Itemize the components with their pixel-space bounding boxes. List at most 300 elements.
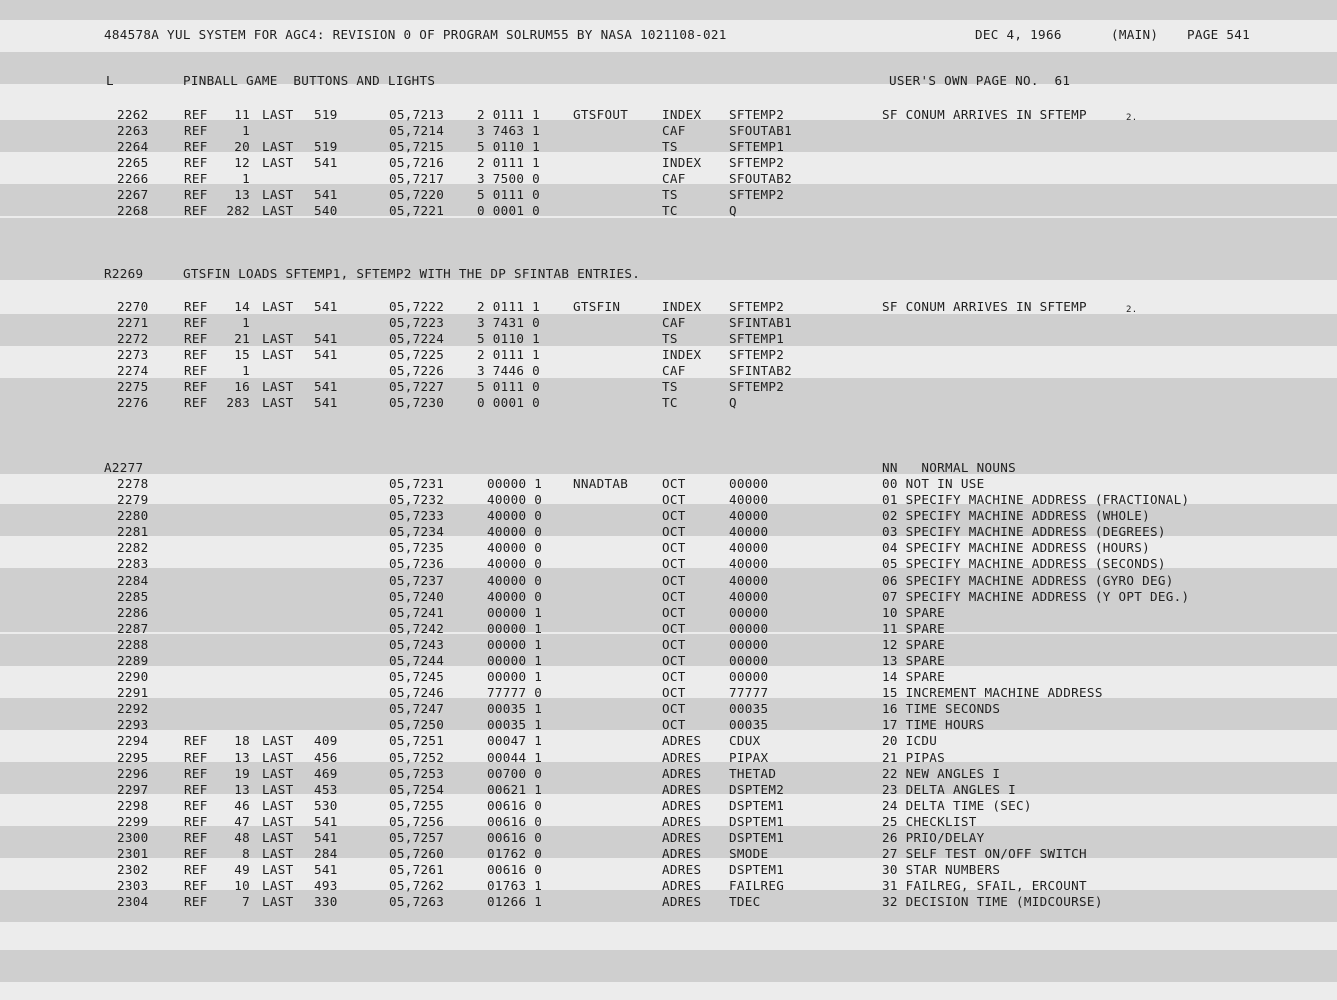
address: 05,7246 xyxy=(389,685,445,701)
remark: 14 SPARE xyxy=(882,669,946,685)
line-number: 2276 xyxy=(117,395,149,410)
line-number: 2297 xyxy=(117,781,149,797)
listing-row xyxy=(0,187,1337,203)
operand: SFTEMP2 xyxy=(729,347,785,362)
operand: SFTEMP2 xyxy=(729,107,785,122)
last-keyword: LAST xyxy=(262,829,294,845)
octal-word: 3 7500 0 xyxy=(477,171,541,186)
address: 05,7221 xyxy=(389,203,445,218)
operand: TDEC xyxy=(729,894,761,910)
opcode: TS xyxy=(662,187,678,202)
print-date: DEC 4, 1966 xyxy=(975,27,1062,42)
ref-keyword: REF xyxy=(184,139,208,154)
address: 05,7213 xyxy=(389,107,445,122)
line-number: 2299 xyxy=(117,813,149,829)
octal-word: 3 7463 1 xyxy=(477,123,541,138)
line-number: 2290 xyxy=(117,669,149,685)
ref-count: 19 xyxy=(234,765,250,781)
octal-word: 40000 0 xyxy=(487,508,543,524)
operand: Q xyxy=(729,395,737,410)
operand: PIPAX xyxy=(729,749,769,765)
address: 05,7242 xyxy=(389,620,445,636)
remark: 22 NEW ANGLES I xyxy=(882,765,1001,781)
last-keyword: LAST xyxy=(262,139,294,154)
operand: SFTEMP2 xyxy=(729,379,785,394)
remark: 01 SPECIFY MACHINE ADDRESS (FRACTIONAL) xyxy=(882,492,1190,508)
address: 05,7217 xyxy=(389,171,445,186)
last-keyword: LAST xyxy=(262,395,294,410)
ref-keyword: REF xyxy=(184,331,208,346)
listing-row xyxy=(0,878,1337,894)
listing-row xyxy=(0,846,1337,862)
remark: 27 SELF TEST ON/OFF SWITCH xyxy=(882,846,1087,862)
remark: 11 SPARE xyxy=(882,620,946,636)
listing-row xyxy=(0,139,1337,155)
octal-word: 00035 1 xyxy=(487,701,543,717)
octal-word: 00000 1 xyxy=(487,669,543,685)
operand: 40000 xyxy=(729,556,769,572)
listing-row xyxy=(0,894,1337,910)
operand: SFINTAB2 xyxy=(729,363,793,378)
address: 05,7262 xyxy=(389,878,445,894)
operand: 77777 xyxy=(729,685,769,701)
ref-keyword: REF xyxy=(184,171,208,186)
log-section-header xyxy=(0,73,1337,89)
ref-keyword: REF xyxy=(184,733,208,749)
line-number: 2265 xyxy=(117,155,149,170)
last-page: 541 xyxy=(314,862,338,878)
listing-row xyxy=(0,669,1337,685)
ref-keyword: REF xyxy=(184,347,208,362)
remark: 30 STAR NUMBERS xyxy=(882,862,1001,878)
last-page: 330 xyxy=(314,894,338,910)
octal-word: 40000 0 xyxy=(487,540,543,556)
operand: DSPTEM1 xyxy=(729,797,785,813)
ref-keyword: REF xyxy=(184,813,208,829)
noun-table-header xyxy=(0,460,1337,476)
address: 05,7241 xyxy=(389,604,445,620)
operand: 40000 xyxy=(729,540,769,556)
address: 05,7222 xyxy=(389,299,445,314)
noun-table-title: NN NORMAL NOUNS xyxy=(882,460,1016,475)
opcode: CAF xyxy=(662,171,686,186)
ref-count: 20 xyxy=(234,139,250,154)
listing-row xyxy=(0,203,1337,219)
remark-subscript: 2. xyxy=(1126,113,1138,123)
octal-word: 00035 1 xyxy=(487,717,543,733)
remark: 16 TIME SECONDS xyxy=(882,701,1001,717)
remark: 31 FAILREG, SFAIL, ERCOUNT xyxy=(882,878,1087,894)
listing-row xyxy=(0,331,1337,347)
operand: 00000 xyxy=(729,476,769,491)
ref-keyword: REF xyxy=(184,781,208,797)
line-number: 2284 xyxy=(117,572,149,588)
listing-row xyxy=(0,379,1337,395)
page-number: PAGE 541 xyxy=(1187,27,1251,42)
opcode: OCT xyxy=(662,717,686,733)
symbol-label: GTSFOUT xyxy=(573,107,629,122)
address: 05,7245 xyxy=(389,669,445,685)
last-page: 540 xyxy=(314,203,338,218)
comment-line xyxy=(0,266,1337,282)
opcode: ADRES xyxy=(662,781,702,797)
ref-count: 1 xyxy=(242,171,250,186)
last-keyword: LAST xyxy=(262,203,294,218)
opcode: TC xyxy=(662,395,678,410)
operand: 00035 xyxy=(729,701,769,717)
operand: 00000 xyxy=(729,636,769,652)
address: 05,7220 xyxy=(389,187,445,202)
symbol-label: GTSFIN xyxy=(573,299,621,314)
address: 05,7223 xyxy=(389,315,445,330)
octal-word: 40000 0 xyxy=(487,492,543,508)
ref-keyword: REF xyxy=(184,894,208,910)
comment-text: GTSFIN LOADS SFTEMP1, SFTEMP2 WITH THE DP SFINTAB ENTRIES. xyxy=(183,266,641,281)
address: 05,7251 xyxy=(389,733,445,749)
line-number: 2272 xyxy=(117,331,149,346)
listing-row xyxy=(0,637,1337,653)
line-number: 2288 xyxy=(117,636,149,652)
opcode: INDEX xyxy=(662,155,702,170)
last-page: 541 xyxy=(314,347,338,362)
last-keyword: LAST xyxy=(262,878,294,894)
last-page: 519 xyxy=(314,107,338,122)
line-number: 2292 xyxy=(117,701,149,717)
octal-word: 01762 0 xyxy=(487,846,543,862)
opcode: OCT xyxy=(662,508,686,524)
ref-keyword: REF xyxy=(184,395,208,410)
octal-word: 5 0110 1 xyxy=(477,139,541,154)
line-number: 2263 xyxy=(117,123,149,138)
address: 05,7215 xyxy=(389,139,445,154)
operand: 40000 xyxy=(729,508,769,524)
address: 05,7230 xyxy=(389,395,445,410)
listing-row xyxy=(0,155,1337,171)
listing-row xyxy=(0,733,1337,749)
ref-keyword: REF xyxy=(184,155,208,170)
user-page-number: USER'S OWN PAGE NO. 61 xyxy=(889,73,1071,88)
remark: 17 TIME HOURS xyxy=(882,717,985,733)
ref-count: 13 xyxy=(234,749,250,765)
opcode: ADRES xyxy=(662,846,702,862)
log-section-title: PINBALL GAME BUTTONS AND LIGHTS xyxy=(183,73,436,88)
line-number: 2274 xyxy=(117,363,149,378)
address: 05,7240 xyxy=(389,588,445,604)
octal-word: 00047 1 xyxy=(487,733,543,749)
operand: CDUX xyxy=(729,733,761,749)
ref-count: 282 xyxy=(226,203,250,218)
line-number: 2293 xyxy=(117,717,149,733)
opcode: INDEX xyxy=(662,107,702,122)
octal-word: 2 0111 1 xyxy=(477,107,541,122)
octal-word: 01266 1 xyxy=(487,894,543,910)
last-keyword: LAST xyxy=(262,846,294,862)
opcode: OCT xyxy=(662,701,686,717)
opcode: OCT xyxy=(662,524,686,540)
address: 05,7232 xyxy=(389,492,445,508)
remark: 10 SPARE xyxy=(882,604,946,620)
listing-row xyxy=(0,621,1337,637)
octal-word: 00700 0 xyxy=(487,765,543,781)
remark: SF CONUM ARRIVES IN SFTEMP xyxy=(882,107,1087,122)
last-keyword: LAST xyxy=(262,813,294,829)
listing-row xyxy=(0,766,1337,782)
listing-row xyxy=(0,605,1337,621)
address: 05,7236 xyxy=(389,556,445,572)
operand: SMODE xyxy=(729,846,769,862)
last-keyword: LAST xyxy=(262,781,294,797)
listing-row xyxy=(0,750,1337,766)
operand: 40000 xyxy=(729,572,769,588)
octal-word: 01763 1 xyxy=(487,878,543,894)
opcode: ADRES xyxy=(662,797,702,813)
ref-count: 11 xyxy=(234,107,250,122)
last-keyword: LAST xyxy=(262,347,294,362)
octal-word: 40000 0 xyxy=(487,572,543,588)
last-keyword: LAST xyxy=(262,765,294,781)
opcode: OCT xyxy=(662,492,686,508)
operand: SFTEMP2 xyxy=(729,187,785,202)
ref-keyword: REF xyxy=(184,765,208,781)
octal-word: 00044 1 xyxy=(487,749,543,765)
opcode: TC xyxy=(662,203,678,218)
ref-count: 48 xyxy=(234,829,250,845)
line-number: 2275 xyxy=(117,379,149,394)
ref-count: 16 xyxy=(234,379,250,394)
octal-word: 00000 1 xyxy=(487,652,543,668)
ref-keyword: REF xyxy=(184,315,208,330)
remark: 15 INCREMENT MACHINE ADDRESS xyxy=(882,685,1103,701)
remark: 23 DELTA ANGLES I xyxy=(882,781,1016,797)
opcode: TS xyxy=(662,139,678,154)
address: 05,7244 xyxy=(389,652,445,668)
remark: 07 SPECIFY MACHINE ADDRESS (Y OPT DEG.) xyxy=(882,588,1190,604)
octal-word: 0 0001 0 xyxy=(477,203,541,218)
address: 05,7226 xyxy=(389,363,445,378)
remark: 00 NOT IN USE xyxy=(882,476,985,491)
listing-row xyxy=(0,782,1337,798)
last-page: 541 xyxy=(314,331,338,346)
ref-count: 15 xyxy=(234,347,250,362)
remark: 20 ICDU xyxy=(882,733,938,749)
operand: 40000 xyxy=(729,588,769,604)
operand: SFOUTAB1 xyxy=(729,123,793,138)
operand: SFTEMP1 xyxy=(729,331,785,346)
opcode: OCT xyxy=(662,540,686,556)
operand: THETAD xyxy=(729,765,777,781)
address: 05,7225 xyxy=(389,347,445,362)
opcode: OCT xyxy=(662,669,686,685)
address: 05,7227 xyxy=(389,379,445,394)
last-keyword: LAST xyxy=(262,187,294,202)
ref-count: 13 xyxy=(234,781,250,797)
last-keyword: LAST xyxy=(262,749,294,765)
octal-word: 2 0111 1 xyxy=(477,299,541,314)
operand: DSPTEM1 xyxy=(729,829,785,845)
page-title: 484578A YUL SYSTEM FOR AGC4: REVISION 0 OF PROGRAM SOLRUM55 BY NASA 1021108-021 xyxy=(104,27,727,42)
line-number: 2270 xyxy=(117,299,149,314)
line-number: 2291 xyxy=(117,685,149,701)
listing-row xyxy=(0,171,1337,187)
ref-keyword: REF xyxy=(184,299,208,314)
octal-word: 2 0111 1 xyxy=(477,347,541,362)
listing-row xyxy=(0,508,1337,524)
address: 05,7261 xyxy=(389,862,445,878)
address: 05,7257 xyxy=(389,829,445,845)
address: 05,7260 xyxy=(389,846,445,862)
last-keyword: LAST xyxy=(262,862,294,878)
line-number: 2289 xyxy=(117,652,149,668)
octal-word: 0 0001 0 xyxy=(477,395,541,410)
last-keyword: LAST xyxy=(262,733,294,749)
last-keyword: LAST xyxy=(262,107,294,122)
ref-count: 13 xyxy=(234,187,250,202)
remark: 05 SPECIFY MACHINE ADDRESS (SECONDS) xyxy=(882,556,1166,572)
line-number: 2281 xyxy=(117,524,149,540)
opcode: OCT xyxy=(662,604,686,620)
octal-word: 3 7431 0 xyxy=(477,315,541,330)
line-number: R2269 xyxy=(104,266,144,281)
address: 05,7247 xyxy=(389,701,445,717)
operand: 00000 xyxy=(729,604,769,620)
octal-word: 00000 1 xyxy=(487,636,543,652)
last-page: 453 xyxy=(314,781,338,797)
last-page: 541 xyxy=(314,299,338,314)
ref-count: 21 xyxy=(234,331,250,346)
opcode: OCT xyxy=(662,652,686,668)
last-page: 541 xyxy=(314,829,338,845)
octal-word: 3 7446 0 xyxy=(477,363,541,378)
last-keyword: LAST xyxy=(262,379,294,394)
opcode: ADRES xyxy=(662,733,702,749)
remark: 21 PIPAS xyxy=(882,749,946,765)
ref-count: 12 xyxy=(234,155,250,170)
address: 05,7243 xyxy=(389,636,445,652)
listing-row xyxy=(0,363,1337,379)
octal-word: 5 0111 0 xyxy=(477,187,541,202)
listing-row xyxy=(0,685,1337,701)
line-number: 2303 xyxy=(117,878,149,894)
opcode: INDEX xyxy=(662,347,702,362)
last-page: 456 xyxy=(314,749,338,765)
opcode: CAF xyxy=(662,123,686,138)
opcode: OCT xyxy=(662,572,686,588)
ref-keyword: REF xyxy=(184,862,208,878)
listing-row xyxy=(0,476,1337,492)
operand: 00000 xyxy=(729,620,769,636)
octal-word: 5 0111 0 xyxy=(477,379,541,394)
ref-count: 14 xyxy=(234,299,250,314)
section-label: (MAIN) xyxy=(1111,27,1159,42)
listing-row xyxy=(0,492,1337,508)
last-keyword: LAST xyxy=(262,894,294,910)
last-keyword: LAST xyxy=(262,331,294,346)
ref-count: 1 xyxy=(242,315,250,330)
line-number: 2267 xyxy=(117,187,149,202)
ref-keyword: REF xyxy=(184,846,208,862)
listing-row xyxy=(0,830,1337,846)
opcode: OCT xyxy=(662,636,686,652)
listing-row xyxy=(0,395,1337,411)
address: 05,7233 xyxy=(389,508,445,524)
octal-word: 00616 0 xyxy=(487,813,543,829)
ref-count: 10 xyxy=(234,878,250,894)
remark: 04 SPECIFY MACHINE ADDRESS (HOURS) xyxy=(882,540,1150,556)
ref-keyword: REF xyxy=(184,203,208,218)
listing-row xyxy=(0,573,1337,589)
opcode: ADRES xyxy=(662,765,702,781)
opcode: TS xyxy=(662,379,678,394)
operand: SFTEMP2 xyxy=(729,155,785,170)
operand: SFTEMP1 xyxy=(729,139,785,154)
operand: DSPTEM1 xyxy=(729,813,785,829)
remark: 24 DELTA TIME (SEC) xyxy=(882,797,1032,813)
last-keyword: LAST xyxy=(262,797,294,813)
opcode: TS xyxy=(662,331,678,346)
line-number: 2268 xyxy=(117,203,149,218)
octal-word: 40000 0 xyxy=(487,588,543,604)
line-number: 2286 xyxy=(117,604,149,620)
listing-row xyxy=(0,123,1337,139)
address: 05,7256 xyxy=(389,813,445,829)
remark: 12 SPARE xyxy=(882,636,946,652)
listing-row xyxy=(0,107,1337,123)
octal-word: 00000 1 xyxy=(487,620,543,636)
octal-word: 00616 0 xyxy=(487,862,543,878)
address: 05,7231 xyxy=(389,476,445,491)
ref-keyword: REF xyxy=(184,107,208,122)
last-page: 541 xyxy=(314,187,338,202)
line-number: 2285 xyxy=(117,588,149,604)
operand: DSPTEM1 xyxy=(729,862,785,878)
address: 05,7252 xyxy=(389,749,445,765)
octal-word: 00621 1 xyxy=(487,781,543,797)
listing-row xyxy=(0,540,1337,556)
operand: 00000 xyxy=(729,669,769,685)
address: 05,7254 xyxy=(389,781,445,797)
octal-word: 40000 0 xyxy=(487,524,543,540)
opcode: ADRES xyxy=(662,862,702,878)
ref-count: 283 xyxy=(226,395,250,410)
address: 05,7224 xyxy=(389,331,445,346)
listing-row xyxy=(0,589,1337,605)
listing-row xyxy=(0,862,1337,878)
octal-word: 00616 0 xyxy=(487,797,543,813)
opcode: OCT xyxy=(662,620,686,636)
ref-count: 49 xyxy=(234,862,250,878)
ref-keyword: REF xyxy=(184,878,208,894)
remark: SF CONUM ARRIVES IN SFTEMP xyxy=(882,299,1087,314)
line-number: 2283 xyxy=(117,556,149,572)
line-number: 2279 xyxy=(117,492,149,508)
ref-count: 46 xyxy=(234,797,250,813)
line-number: 2287 xyxy=(117,620,149,636)
operand: SFOUTAB2 xyxy=(729,171,793,186)
remark: 26 PRIO/DELAY xyxy=(882,829,985,845)
listing-row xyxy=(0,717,1337,733)
remark: 13 SPARE xyxy=(882,652,946,668)
line-number: 2296 xyxy=(117,765,149,781)
last-page: 519 xyxy=(314,139,338,154)
operand: 40000 xyxy=(729,492,769,508)
line-number: 2301 xyxy=(117,846,149,862)
line-number: 2271 xyxy=(117,315,149,330)
line-number: 2280 xyxy=(117,508,149,524)
ref-keyword: REF xyxy=(184,123,208,138)
listing-row xyxy=(0,701,1337,717)
listing-row xyxy=(0,814,1337,830)
address: 05,7250 xyxy=(389,717,445,733)
